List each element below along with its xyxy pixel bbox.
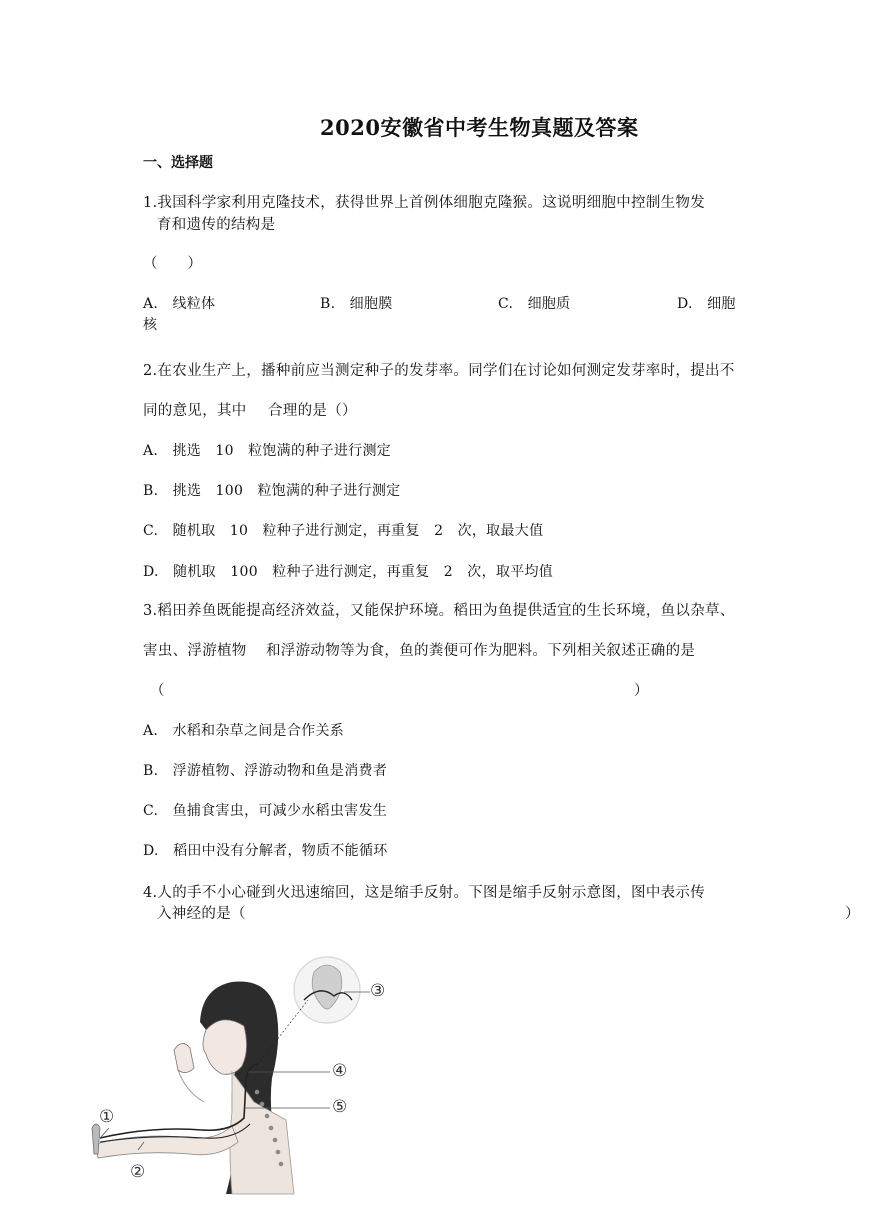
q3-stem-line2a: 害虫、浮游植物 (143, 643, 247, 659)
q4-stem-line2: 入神经的是（ (157, 906, 246, 922)
q1-stem-line2: 育和遗传的结构是 (157, 217, 276, 233)
q1-option-d: D. 细胞 (677, 296, 736, 312)
q1-option-b: B. 细胞膜 (320, 296, 393, 312)
q2-stem-line2a: 同的意见，其中 (143, 403, 247, 419)
section-heading: 一、选择题 (143, 155, 213, 171)
q1-stem-line1: 1.我国科学家利用克隆技术，获得世界上首例体细胞克隆猴。这说明细胞中控制生物发 (143, 195, 706, 211)
figure-label-4: ④ (332, 1061, 348, 1081)
q1-option-c: C. 细胞质 (498, 296, 571, 312)
raised-hand (174, 1043, 194, 1072)
q3-paren-open: （ (150, 683, 165, 699)
figure-label-1: ① (99, 1107, 115, 1127)
page-title: 2020安徽省中考生物真题及答案 (320, 115, 639, 140)
face (203, 1020, 247, 1074)
q1-option-d-wrap: 核 (143, 317, 158, 333)
q1-option-a: A. 线粒体 (143, 296, 216, 312)
q2-option-b: B. 挑选 100 粒饱满的种子进行测定 (143, 483, 401, 499)
q1-blank: （ ） (143, 256, 203, 272)
q3-option-d: D. 稻田中没有分解者，物质不能循环 (143, 843, 388, 859)
q3-stem-line2b: 和浮游动物等为食，鱼的粪便可作为肥料。下列相关叙述正确的是 (266, 643, 696, 659)
q2-stem-line2b: 合理的是（） (268, 403, 357, 419)
q4-stem-line1: 4.人的手不小心碰到火迅速缩回，这是缩手反射。下图是缩手反射示意图，图中表示传 (143, 885, 706, 901)
q4-paren-close: ） (845, 906, 860, 922)
q2-option-c: C. 随机取 10 粒种子进行测定，再重复 2 次，取最大值 (143, 523, 544, 539)
figure-label-5: ⑤ (332, 1097, 348, 1117)
figure-label-2: ② (130, 1162, 146, 1182)
extended-arm (96, 1126, 238, 1158)
q2-option-a: A. 挑选 10 粒饱满的种子进行测定 (143, 443, 392, 459)
q3-option-c: C. 鱼捕食害虫，可减少水稻虫害发生 (143, 803, 388, 819)
q2-stem-line1: 2.在农业生产上，播种前应当测定种子的发芽率。同学们在讨论如何测定发芽率时，提出不 (143, 363, 735, 379)
q3-stem-line1: 3.稻田养鱼既能提高经济效益，又能保护环境。稻田为鱼提供适宜的生长环境，鱼以杂草、 (143, 603, 735, 619)
reflex-arc-figure (82, 942, 386, 1202)
raised-forearm (178, 1070, 204, 1102)
q3-paren-close: ） (634, 683, 649, 699)
q3-option-a: A. 水稻和杂草之间是合作关系 (143, 723, 345, 739)
q2-option-d: D. 随机取 100 粒种子进行测定，再重复 2 次，取平均值 (143, 564, 554, 580)
q3-option-b: B. 浮游植物、浮游动物和鱼是消费者 (143, 763, 388, 779)
figure-label-3: ③ (370, 981, 386, 1001)
